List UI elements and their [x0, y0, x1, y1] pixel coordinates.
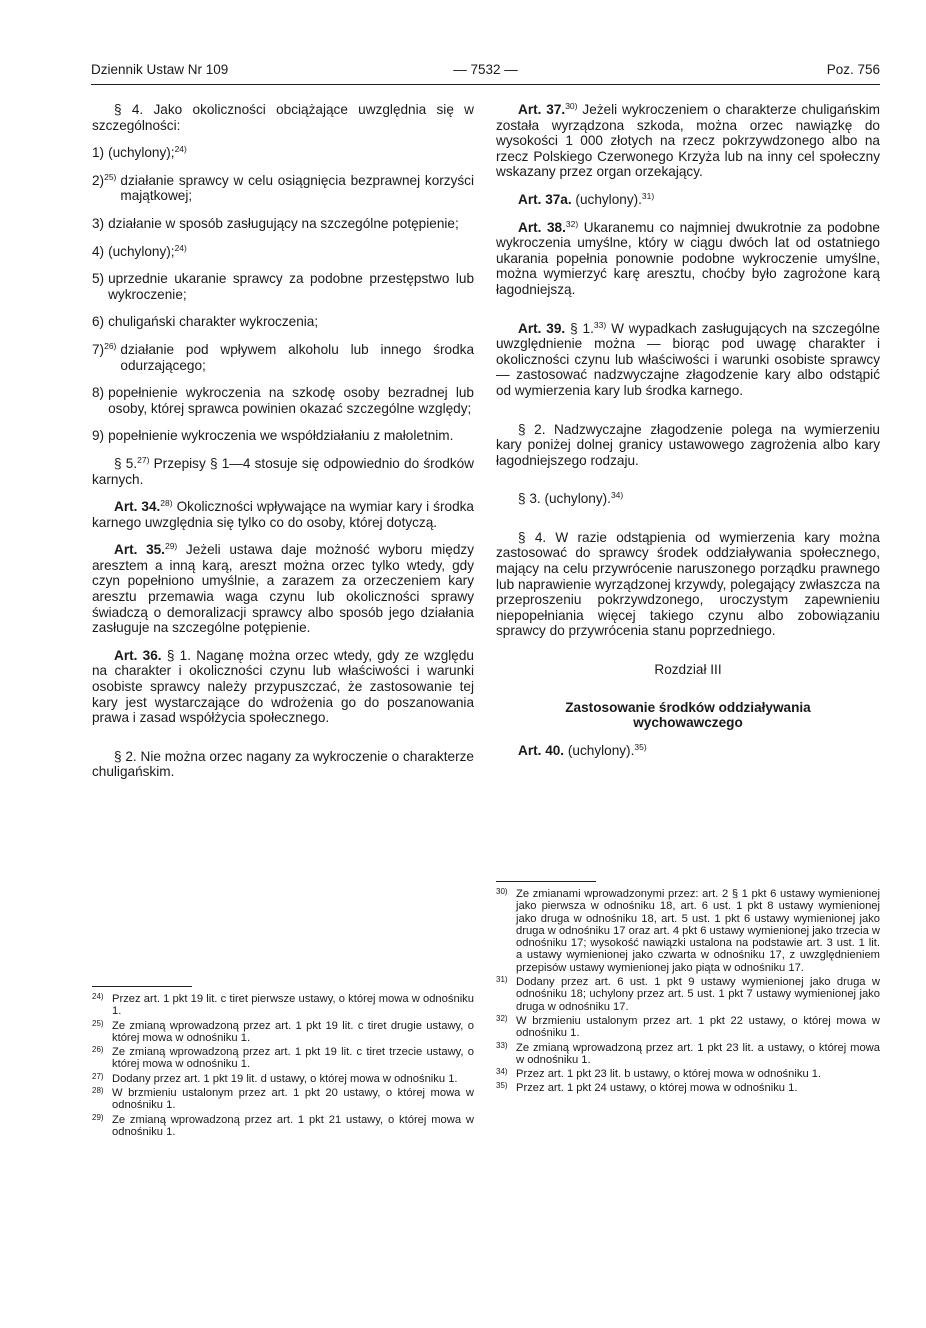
footnote-text: Przez art. 1 pkt 23 lit. b ustawy, o której mowa w odnośniku 1.	[516, 1068, 822, 1081]
footnote-mark: 32)	[496, 1013, 508, 1023]
article-38: Art. 38.$^{32)}$ Ukaranemu co najmniej dwukrotnie za podobne wykroczenia umyślne, który w ciągu dwóch lat od ostatniego ukarania popełnia ponownie podobne wykroczenie umyślne, można wymierzyć karę aresztu, choćby było zagrożone karą łagodniejszą.	[496, 218, 880, 297]
list-item-number: 9)	[92, 428, 105, 444]
article-36: Art. 36. § 1. Naganę można orzec wtedy, gdy ze względu na charakter i okoliczności czynu lub właściwości i warunki osobiste sprawcy należy przypuszczać, że zastosowanie tej kary jest wystarczające do wdrożenia go do poszanowania prawa i zasad współżycia społecznego.	[92, 647, 474, 726]
list-item-text: popełnienie wykroczenia we współdziałaniu z małoletnim.	[108, 428, 454, 444]
article-39-paragraph-4: § 4. W razie odstąpienia od wymierzenia kary można zastosować do sprawcy środek oddziaływania społecznego, mający na celu przywrócenie naruszonego porządku prawnego lub naprawienie wyrządzonej krzywdy, polegający zwłaszcza na przeproszeniu pokrzywdzonego, uroczystym zapewnieniu niepopełniania więcej takiego czynu albo zobowiązaniu sprawcy do przywrócenia stanu poprzedniego.	[496, 529, 880, 639]
footnote-text: Ze zmianą wprowadzoną przez art. 1 pkt 19 lit. c tiret trzecie ustawy, o której mowa w odnośniku 1.	[112, 1046, 474, 1071]
article-39-paragraph-2: § 2. Nadzwyczajne złagodzenie polega na wymierzeniu kary poniżej dolnej granicy ustawowego zagrożenia albo kary łagodniejszego rodzaju.	[496, 421, 880, 468]
footnote-mark: 34)	[496, 1067, 508, 1077]
header-rule	[91, 84, 880, 85]
list-item	[92, 428, 474, 444]
footnote-text: Ze zmianą wprowadzoną przez art. 1 pkt 21 ustawy, o której mowa w odnośniku 1.	[112, 1113, 474, 1138]
paragraph-5: § 5.$^{27)}$ Przepisy § 1—4 stosuje się odpowiednio do środków karnych.	[92, 454, 474, 487]
chapter-heading: Rozdział III	[654, 662, 722, 678]
footnote	[92, 1046, 474, 1071]
left-column	[92, 102, 474, 792]
list-item-number: 3)	[92, 215, 105, 231]
list-item	[92, 271, 474, 302]
list-item-number: 7)$^{26)}$	[92, 340, 117, 357]
article-34: Art. 34.$^{28)}$ Okoliczności wpływające na wymiar kary i środka karnego uwzględnia się tylko co do osoby, której dotyczą.	[92, 498, 474, 530]
list-item-text: działanie sprawcy w celu osiągnięcia bezprawnej korzyści majątkowej;	[120, 172, 474, 204]
footnote-mark: 33)	[496, 1040, 508, 1050]
footnote-text: Dodany przez art. 6 ust. 1 pkt 9 ustawy wymienionej jako druga w odnośniku 18; uchylony przez art. 5 ust. 1 pkt 7 ustawy wymienionej jako druga w odnośniku 17.	[516, 976, 880, 1013]
list-item-number: 4)	[92, 243, 105, 259]
list-item-number: 8)	[92, 385, 105, 401]
aggravating-list	[92, 145, 474, 444]
footnote-text: W brzmieniu ustalonym przez art. 1 pkt 20 ustawy, o której mowa w odnośniku 1.	[112, 1087, 474, 1112]
footnote-mark: 25)	[92, 1018, 104, 1028]
footnote-text: Ze zmianą wprowadzoną przez art. 1 pkt 19 lit. c tiret drugie ustawy, o której mowa w odnośniku 1.	[112, 1019, 474, 1044]
footnote-text: Ze zmianami wprowadzonymi przez: art. 2 § 1 pkt 6 ustawy wymienionej jako pierwsza w odnośniku 18, art. 6 ust. 1 pkt 8 ustawy wymienionej jako druga w odnośniku 18, art. 5 ust. 1 pkt 6 ustawy wymienionej jako druga w odnośniku 17 oraz art. 4 pkt 6 ustawy wymienionej jako trzecia w odnośniku 17; wysokość nawiązki ustalona na podstawie art. 3 ust. 1 lit. a ustawy wymienionej jako czwarta w odnośniku 17, z uwzględnieniem przepisów ustawy wymienionej jako piąta w odnośniku 17.	[516, 888, 880, 974]
article-37: Art. 37.$^{30)}$ Jeżeli wykroczeniem o charakterze chuligańskim została wyrządzona szkoda, można orzec nawiązkę do wysokości 1 000 złotych na rzecz pokrzywdzonego albo na rzecz Polskiego Czerwonego Krzyża lub na inny cel społeczny wskazany przez organ orzekający.	[496, 101, 880, 180]
footnote-text: Dodany przez art. 1 pkt 19 lit. d ustawy, o której mowa w odnośniku 1.	[112, 1072, 458, 1085]
footnote-mark: 28)	[92, 1086, 104, 1096]
left-footnotes	[92, 986, 474, 1140]
footnote-text: Ze zmianą wprowadzoną przez art. 1 pkt 23 lit. a ustawy, o której mowa w odnośniku 1.	[516, 1041, 880, 1066]
footnote	[496, 1015, 880, 1040]
list-item	[92, 385, 474, 416]
footnote	[496, 1042, 880, 1067]
footnote	[92, 1020, 474, 1045]
footnote-mark: 35)	[496, 1081, 508, 1091]
list-item-number: 5)	[92, 271, 105, 287]
footnote	[496, 888, 880, 974]
article-37a: Art. 37a. (uchylony).$^{31)}$	[518, 190, 655, 207]
footnote	[496, 1082, 880, 1094]
list-item-text: działanie pod wpływem alkoholu lub innego środka odurzającego;	[120, 341, 474, 373]
right-column	[496, 102, 880, 770]
footnote	[92, 1114, 474, 1139]
list-item-text: (uchylony);$^{24)}$	[108, 242, 187, 259]
chapter-title: Zastosowanie środków oddziaływania wychowawczego	[565, 699, 811, 731]
list-item-number: 1)	[92, 145, 105, 161]
footnote-mark: 31)	[496, 975, 508, 985]
list-item-text: działanie w sposób zasługujący na szczególne potępienie;	[108, 215, 459, 231]
footnote-text: Przez art. 1 pkt 19 lit. c tiret pierwsze ustawy, o której mowa w odnośniku 1.	[112, 993, 474, 1018]
footnote	[496, 976, 880, 1013]
article-40: Art. 40. (uchylony).$^{35)}$	[518, 741, 647, 758]
list-item-number: 2)$^{25)}$	[92, 171, 117, 188]
list-item-text: chuligański charakter wykroczenia;	[108, 314, 319, 330]
footnote-text: Przez art. 1 pkt 24 ustawy, o której mowa w odnośniku 1.	[516, 1082, 798, 1095]
journal-title: Dziennik Ustaw Nr 109	[91, 62, 229, 77]
list-item	[92, 342, 474, 373]
right-footnotes	[496, 881, 880, 1097]
list-item-text: uprzednie ukaranie sprawcy za podobne przestępstwo lub wykroczenie;	[108, 271, 474, 302]
page-number: — 7532 —	[453, 62, 518, 77]
footnote-mark: 27)	[92, 1071, 104, 1081]
footnote-mark: 26)	[92, 1045, 104, 1055]
footnote	[496, 1068, 880, 1080]
list-item-text: popełnienie wykroczenia na szkodę osoby bezradnej lub osoby, której sprawca powinien okazać szczególne względy;	[108, 385, 474, 416]
article-39-paragraph-3: § 3. (uchylony).$^{34)}$	[518, 490, 624, 507]
footnote-mark: 29)	[92, 1112, 104, 1122]
list-item	[92, 216, 474, 232]
position-number: Poz. 756	[826, 62, 880, 77]
footnote	[92, 1073, 474, 1085]
list-item-number: 6)	[92, 314, 105, 330]
footnote-text: W brzmieniu ustalonym przez art. 1 pkt 22 ustawy, o której mowa w odnośniku 1.	[516, 1014, 880, 1040]
article-39: Art. 39. § 1.$^{33)}$ W wypadkach zasługujących na szczególne uwzględnienie można — biorąc pod uwagę charakter i okoliczności czynu lub właściwości i warunki osobiste sprawcy — zastosować nadzwyczajne złagodzenie kary albo odstąpić od wymierzenia kary lub środka karnego.	[496, 319, 880, 398]
footnote-mark: 24)	[92, 992, 104, 1001]
article-36-paragraph-2: § 2. Nie można orzec nagany za wykroczenie o charakterze chuligańskim.	[92, 748, 474, 780]
list-item-text: (uchylony);$^{24)}$	[108, 144, 187, 161]
page-header	[91, 62, 880, 82]
paragraph-4-intro: § 4. Jako okoliczności obciążające uwzględnia się w szczególności:	[92, 102, 474, 133]
list-item	[92, 244, 474, 260]
footnote-rule	[92, 986, 192, 987]
footnote	[92, 993, 474, 1018]
footnote	[92, 1087, 474, 1112]
list-item	[92, 173, 474, 204]
list-item	[92, 145, 474, 161]
footnote-mark: 30)	[496, 887, 508, 896]
footnote-rule	[496, 881, 596, 882]
article-35: Art. 35.$^{29)}$ Jeżeli ustawa daje możność wyboru między aresztem a inną karą, areszt można orzec tylko wtedy, gdy czyn popełniono umyślnie, a zarazem za orzeczeniem kary aresztu przemawia waga czynu lub okoliczności sprawy świadczą o demoralizacji sprawcy albo sposób jego działania zasługuje na szczególne potępienie.	[92, 541, 474, 636]
list-item	[92, 314, 474, 330]
